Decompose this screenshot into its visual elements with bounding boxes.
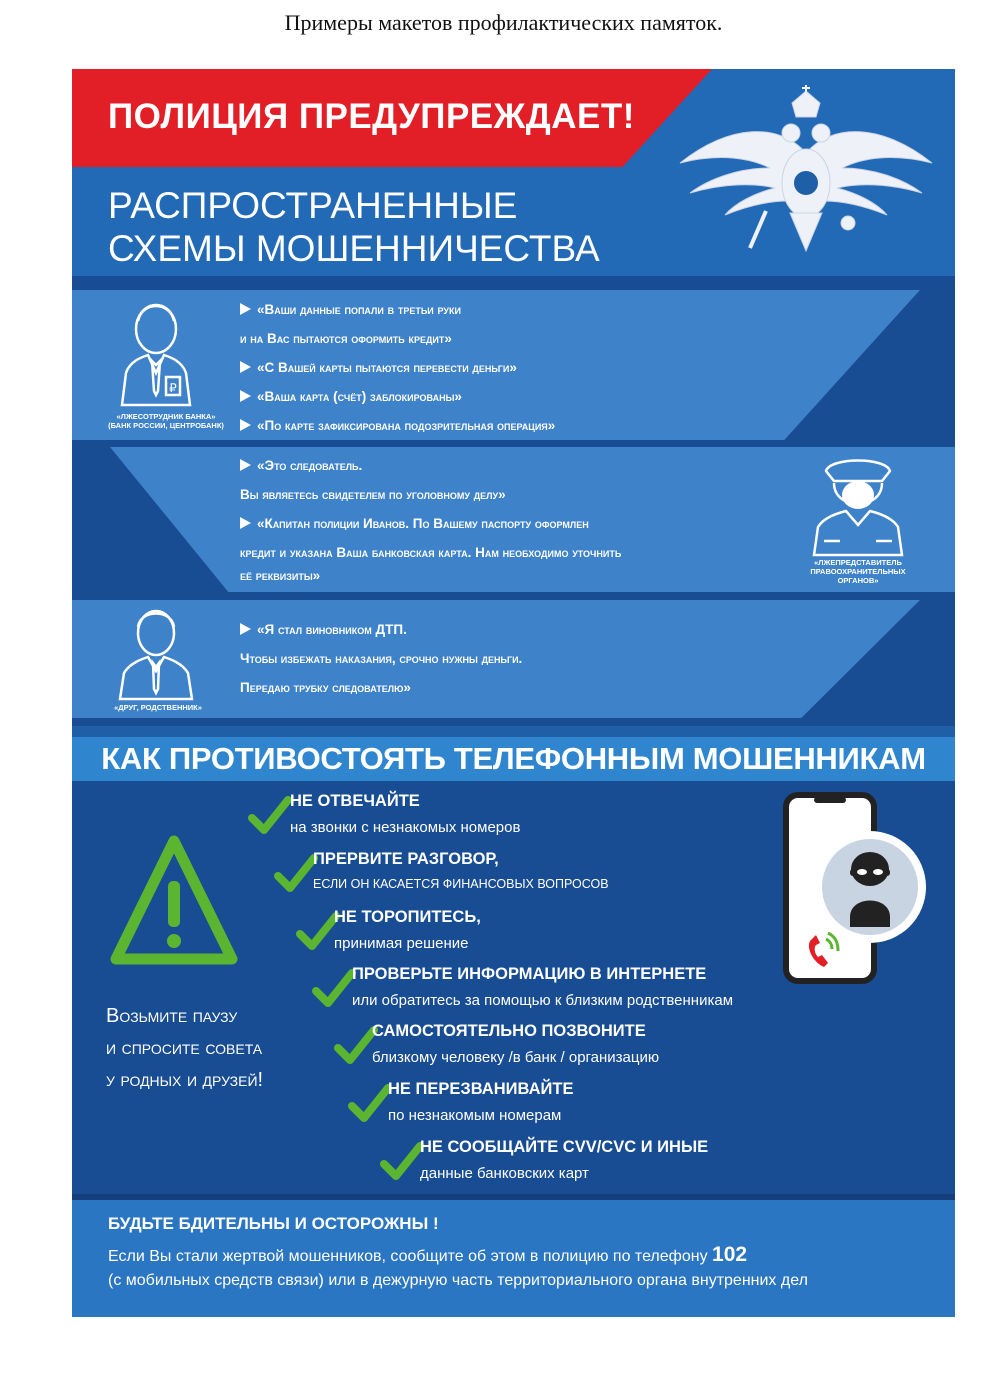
- how-to-resist-title: КАК ПРОТИВОСТОЯТЬ ТЕЛЕФОННЫМ МОШЕННИКАМ: [101, 741, 926, 776]
- scheme-line: [240, 295, 555, 324]
- scheme-bank-employee-text: [240, 295, 555, 440]
- line-text: её реквизиты»: [240, 568, 321, 583]
- banner-title: ПОЛИЦИЯ ПРЕДУПРЕЖДАЕТ!: [108, 97, 635, 136]
- caption-line: ОРГАНОВ»: [837, 576, 879, 585]
- scheme-line: [240, 615, 522, 644]
- line-text: «Ваши данные попали в третьи руки: [257, 302, 461, 317]
- green-check-icon: [380, 1140, 424, 1184]
- tip-title: САМОСТОЯТЕЛЬНО ПОЗВОНИТЕ: [372, 1022, 646, 1040]
- svg-text:₽: ₽: [169, 381, 177, 395]
- line-text: «По карте зафиксирована подозрительная операция»: [257, 418, 556, 433]
- caption-line: «ЛЖЕСОТРУДНИК БАНКА»: [116, 412, 216, 421]
- line-text: Вы являетесь свидетелем по уголовному делу»: [240, 487, 506, 502]
- triangle-bullet-icon: [240, 517, 251, 529]
- triangle-bullet-icon: [240, 361, 251, 373]
- scheme-line: [240, 451, 621, 480]
- tip-subtitle: принимая решение: [334, 935, 469, 952]
- tip-item: [388, 1080, 573, 1124]
- police-officer-icon: [810, 451, 906, 557]
- tip-item: [313, 850, 609, 891]
- scheme-line: [240, 382, 555, 411]
- caption-line: «ЛЖЕПРЕДСТАВИТЕЛЬ: [814, 558, 902, 567]
- scheme-line: [240, 673, 522, 702]
- tip-item: [352, 965, 733, 1009]
- triangle-bullet-icon: [240, 623, 251, 635]
- line-text: и на Вас пытаются оформить кредит»: [240, 331, 452, 346]
- triangle-bullet-icon: [240, 303, 251, 315]
- footer-text: [108, 1243, 808, 1293]
- tip-item: [372, 1022, 659, 1066]
- scheme-line: [240, 324, 555, 353]
- headline-line2: СХЕМЫ МОШЕННИЧЕСТВА: [108, 228, 600, 269]
- police-warning-poster: [72, 69, 955, 1317]
- line-text: «Я стал виновником ДТП.: [257, 622, 407, 637]
- line-text: «Ваша карта (счёт) заблокированы»: [257, 389, 462, 404]
- bank-employee-caption: [102, 412, 230, 430]
- line-text: Передаю трубку следователю»: [240, 680, 411, 695]
- relative-caption: [94, 703, 222, 712]
- tip-item: [420, 1138, 708, 1182]
- green-check-icon: [274, 852, 318, 896]
- green-check-icon: [248, 794, 292, 838]
- pause-line2: и спросите совета: [106, 1037, 263, 1059]
- scheme-line: [240, 411, 555, 440]
- caption-line: (БАНК РОССИИ, ЦЕНТРОБАНК): [108, 421, 224, 430]
- line-text: Чтобы избежать наказания, срочно нужны деньги.: [240, 651, 523, 666]
- warning-triangle-icon: [108, 831, 240, 969]
- tip-subtitle: ЕСЛИ ОН КАСАЕТСЯ ФИНАНСОВЫХ ВОПРОСОВ: [313, 877, 609, 891]
- triangle-bullet-icon: [240, 419, 251, 431]
- scheme-line: [240, 480, 621, 509]
- double-headed-eagle-emblem-icon: [670, 83, 942, 253]
- footer-title: БУДЬТЕ БДИТЕЛЬНЫ И ОСТОРОЖНЫ !: [108, 1214, 439, 1233]
- green-check-icon: [312, 967, 356, 1011]
- tip-title: НЕ СООБЩАЙТЕ CVV/CVC И ИНЫЕ: [420, 1138, 709, 1156]
- tip-item: [334, 908, 481, 952]
- police-phone-number: 102: [712, 1243, 748, 1266]
- line-text: «Это следователь.: [257, 458, 363, 473]
- relative-icon: [116, 603, 196, 701]
- bank-employee-icon: [118, 295, 194, 407]
- pause-line1: Возьмите паузу: [106, 1005, 238, 1027]
- triangle-bullet-icon: [240, 390, 251, 402]
- line-text: «С Вашей карты пытаются перевести деньги»: [257, 360, 517, 375]
- document-caption: Примеры макетов профилактических памяток.: [284, 10, 723, 35]
- smartphone-scammer-icon: [780, 791, 930, 991]
- tip-subtitle: на звонки с незнакомых номеров: [290, 819, 521, 836]
- tip-item: [290, 792, 520, 836]
- caption-line: ПРАВООХРАНИТЕЛЬНЫХ: [810, 567, 906, 576]
- footer-line1-text: Если Вы стали жертвой мошенников, сообщите об этом в полицию по телефону: [108, 1248, 708, 1265]
- line-text: кредит и указана Ваша банковская карта. Нам необходимо уточнить: [240, 545, 622, 560]
- tip-title: НЕ ОТВЕЧАЙТЕ: [290, 792, 420, 810]
- line-text: «Капитан полиции Иванов. По Вашему паспорту оформлен: [257, 516, 589, 531]
- caption-line: «ДРУГ, РОДСТВЕННИК»: [114, 703, 202, 712]
- footer-line1: [108, 1243, 808, 1269]
- tip-subtitle: или обратитесь за помощью к близким родственникам: [352, 992, 734, 1009]
- scheme-line: [240, 644, 522, 673]
- tip-subtitle: близкому человеку /в банк / организацию: [372, 1049, 660, 1066]
- tip-title: НЕ ТОРОПИТЕСЬ,: [334, 908, 481, 926]
- police-officer-caption: [794, 558, 922, 585]
- pause-advice: [106, 1000, 263, 1096]
- triangle-bullet-icon: [240, 459, 251, 471]
- tip-title: ПРЕРВИТЕ РАЗГОВОР,: [313, 850, 499, 868]
- main-headline: [108, 184, 600, 270]
- tip-subtitle: по незнакомым номерам: [388, 1107, 562, 1124]
- pause-line3: у родных и друзей!: [106, 1069, 264, 1091]
- scheme-line: [240, 538, 621, 567]
- scheme-police-officer-text: [240, 451, 621, 585]
- scheme-line: [240, 567, 621, 585]
- green-check-icon: [348, 1082, 392, 1126]
- tip-title: ПРОВЕРЬТЕ ИНФОРМАЦИЮ В ИНТЕРНЕТЕ: [352, 965, 707, 983]
- scheme-line: [240, 509, 621, 538]
- scheme-line: [240, 353, 555, 382]
- footer-line2: (с мобильных средств связи) или в дежурную часть территориального органа внутренних дел: [108, 1272, 808, 1289]
- scheme-relative-text: [240, 615, 522, 702]
- tip-subtitle: данные банковских карт: [420, 1165, 589, 1182]
- headline-line1: РАСПРОСТРАНЕННЫЕ: [108, 185, 518, 226]
- tip-title: НЕ ПЕРЕЗВАНИВАЙТЕ: [388, 1080, 574, 1098]
